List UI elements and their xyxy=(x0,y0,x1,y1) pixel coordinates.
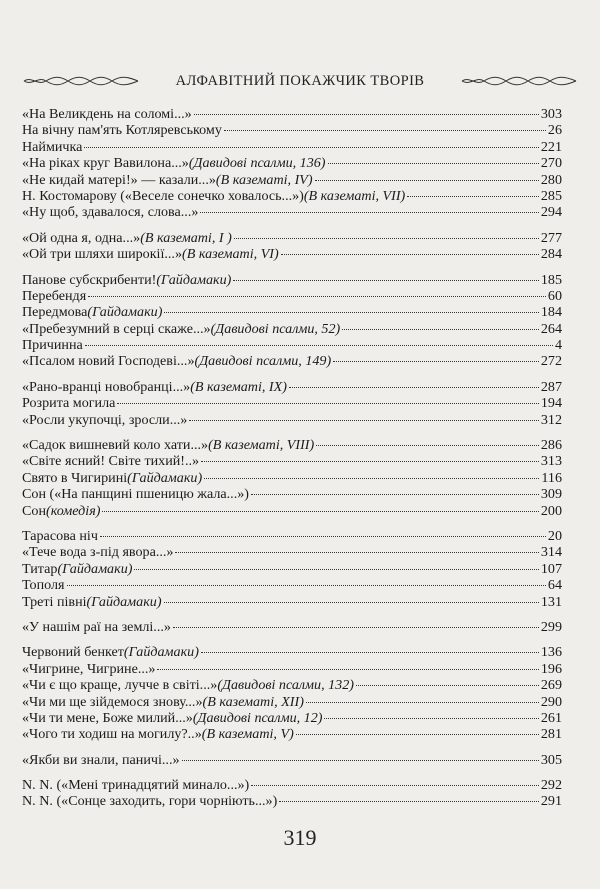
entry-title: «Чигрине, Чигрине...» xyxy=(22,660,156,677)
group-gap xyxy=(22,519,562,528)
group-gap xyxy=(22,263,562,272)
group-gap xyxy=(22,221,562,230)
index-entry xyxy=(22,503,562,519)
entry-page-number: 4 xyxy=(554,337,562,354)
entry-title: «У нашім раї на землі...» xyxy=(22,618,171,635)
index-entry xyxy=(22,204,562,220)
index-entry xyxy=(22,752,562,768)
index-entry xyxy=(22,412,562,428)
dot-leader xyxy=(234,238,539,239)
index-entry xyxy=(22,710,562,726)
dot-leader xyxy=(67,585,546,586)
entry-page-number: 131 xyxy=(540,593,562,610)
entry-source-note: (В казематі, XII) xyxy=(202,693,304,710)
dot-leader xyxy=(102,511,538,512)
index-entry xyxy=(22,395,562,411)
index-title: АЛФАВІТНИЙ ПОКАЖЧИК ТВОРІВ xyxy=(175,72,425,89)
index-entry xyxy=(22,188,562,204)
entry-page-number: 312 xyxy=(540,411,562,428)
index-entry xyxy=(22,139,562,155)
dot-leader xyxy=(251,494,539,495)
dot-leader xyxy=(201,461,539,462)
entry-title: Перебендя xyxy=(22,287,87,304)
entry-source-note: (В казематі, VI) xyxy=(182,246,279,263)
dot-leader xyxy=(356,685,539,686)
entry-title: «Ой три шляхи широкії...» xyxy=(22,246,182,263)
entry-page-number: 200 xyxy=(540,502,562,519)
entry-title: Тополя xyxy=(22,577,65,594)
entry-title: Червоний бенкет xyxy=(22,644,124,661)
entry-page-number: 299 xyxy=(540,618,562,635)
dot-leader xyxy=(342,329,539,330)
index-entry xyxy=(22,644,562,660)
index-entry xyxy=(22,528,562,544)
entry-source-note: (В казематі, VIII) xyxy=(208,437,315,454)
entry-source-note: (Давидові псалми, 149) xyxy=(194,353,332,370)
index-entry xyxy=(22,337,562,353)
index-entry xyxy=(22,321,562,337)
entry-page-number: 285 xyxy=(540,187,562,204)
entry-title: «Псалом новий Господеві...» xyxy=(22,353,195,370)
entry-title: N. N. («Сонце заходить, гори чорніють...») xyxy=(22,793,278,810)
left-ornament-icon xyxy=(22,75,140,87)
entry-page-number: 277 xyxy=(540,229,562,246)
group-gap xyxy=(22,635,562,644)
index-entry xyxy=(22,694,562,710)
entry-title: «Світе ясний! Світе тихий!..» xyxy=(22,453,200,470)
entry-title: Тарасова ніч xyxy=(22,527,98,544)
dot-leader xyxy=(194,114,539,115)
entry-title: «Чи є що краще, лучче в світі...» xyxy=(22,677,218,694)
index-entry xyxy=(22,122,562,138)
entry-page-number: 303 xyxy=(540,106,562,122)
entry-title: «Чого ти ходиш на могилу?..» xyxy=(22,726,202,743)
entry-source-note: (В казематі, IX) xyxy=(190,378,287,395)
dot-leader xyxy=(164,602,539,603)
group-gap xyxy=(22,768,562,777)
entry-title: Треті півні xyxy=(22,593,87,610)
index-entry xyxy=(22,561,562,577)
entry-title: «Пребезумний в серці скаже...» xyxy=(22,320,211,337)
index-entry xyxy=(22,288,562,304)
dot-leader xyxy=(306,702,539,703)
entry-title: На вічну пам'ять Котляревському xyxy=(22,122,222,139)
index-entries xyxy=(22,106,562,810)
entry-page-number: 221 xyxy=(540,138,562,155)
index-entry xyxy=(22,453,562,469)
entry-title: Титар xyxy=(22,560,58,577)
entry-page-number: 281 xyxy=(540,726,562,743)
dot-leader xyxy=(281,254,539,255)
index-entry xyxy=(22,230,562,246)
entry-source-note: (Давидові псалми, 52) xyxy=(210,320,341,337)
entry-page-number: 314 xyxy=(540,544,562,561)
index-entry xyxy=(22,726,562,742)
entry-page-number: 20 xyxy=(547,527,562,544)
entry-source-note: (Гайдамаки) xyxy=(86,593,162,610)
entry-title: Сон xyxy=(22,502,46,519)
entry-page-number: 136 xyxy=(540,644,562,661)
entry-source-note: (В казематі, IV) xyxy=(215,171,313,188)
entry-page-number: 185 xyxy=(540,271,562,288)
entry-title: «Ой одна я, одна...» xyxy=(22,229,141,246)
entry-page-number: 284 xyxy=(540,246,562,263)
dot-leader xyxy=(224,130,546,131)
dot-leader xyxy=(100,536,546,537)
entry-page-number: 294 xyxy=(540,204,562,221)
entry-title: «Не кидай матері!» — казали...» xyxy=(22,171,216,188)
entry-page-number: 184 xyxy=(540,304,562,321)
entry-title: «Якби ви знали, паничі...» xyxy=(22,751,180,768)
index-entry xyxy=(22,594,562,610)
index-entry xyxy=(22,379,562,395)
right-ornament-icon xyxy=(460,75,578,87)
index-entry xyxy=(22,155,562,171)
group-gap xyxy=(22,370,562,379)
dot-leader xyxy=(134,569,538,570)
entry-title: «Ну щоб, здавалося, слова...» xyxy=(22,204,199,221)
entry-title: Розрита могила xyxy=(22,395,116,412)
entry-title: Свято в Чигирині xyxy=(22,469,128,486)
entry-source-note: (Давидові псалми, 12) xyxy=(192,709,323,726)
dot-leader xyxy=(296,734,539,735)
entry-source-note: (Гайдамаки) xyxy=(57,560,133,577)
index-entry xyxy=(22,486,562,502)
entry-page-number: 26 xyxy=(547,122,562,139)
dot-leader xyxy=(251,785,539,786)
entry-title: Сон («На панщині пшеницю жала...») xyxy=(22,486,249,503)
index-entry xyxy=(22,677,562,693)
running-header xyxy=(22,73,578,89)
entry-source-note: (Гайдамаки) xyxy=(123,644,199,661)
dot-leader xyxy=(85,345,553,346)
page-number: 319 xyxy=(283,825,317,850)
dot-leader xyxy=(117,403,538,404)
index-entry xyxy=(22,304,562,320)
entry-page-number: 309 xyxy=(540,486,562,503)
entry-title: Н. Костомарову («Веселе сонечко ховалось...») xyxy=(22,187,304,204)
index-entry xyxy=(22,246,562,262)
entry-page-number: 286 xyxy=(540,437,562,454)
index-entry xyxy=(22,577,562,593)
dot-leader xyxy=(333,361,539,362)
entry-title: «Чи ти мене, Боже милий...» xyxy=(22,709,193,726)
dot-leader xyxy=(189,420,539,421)
entry-page-number: 272 xyxy=(540,353,562,370)
dot-leader xyxy=(324,718,538,719)
dot-leader xyxy=(200,212,538,213)
entry-title: «Тече вода з-під явора...» xyxy=(22,544,174,561)
dot-leader xyxy=(84,147,538,148)
index-entry xyxy=(22,172,562,188)
entry-page-number: 196 xyxy=(540,660,562,677)
entry-title: Причинна xyxy=(22,337,83,354)
entry-page-number: 305 xyxy=(540,751,562,768)
entry-page-number: 269 xyxy=(540,677,562,694)
entry-title: N. N. («Мені тринадцятий минало...») xyxy=(22,777,250,794)
entry-source-note: (Гайдамаки) xyxy=(87,304,163,321)
dot-leader xyxy=(88,296,546,297)
index-entry xyxy=(22,353,562,369)
dot-leader xyxy=(175,552,538,553)
entry-page-number: 291 xyxy=(540,793,562,810)
dot-leader xyxy=(328,163,539,164)
entry-title: Передмова xyxy=(22,304,88,321)
dot-leader xyxy=(279,801,539,802)
entry-source-note: (Давидові псалми, 136) xyxy=(188,155,326,172)
dot-leader xyxy=(182,760,539,761)
index-entry xyxy=(22,777,562,793)
index-entry xyxy=(22,470,562,486)
index-entry xyxy=(22,619,562,635)
entry-page-number: 60 xyxy=(547,287,562,304)
entry-source-note: (В казематі, V) xyxy=(201,726,294,743)
entry-source-note: (Гайдамаки) xyxy=(127,469,203,486)
entry-page-number: 107 xyxy=(540,560,562,577)
group-gap xyxy=(22,610,562,619)
dot-leader xyxy=(201,652,539,653)
entry-title: «Садок вишневий коло хати...» xyxy=(22,437,209,454)
dot-leader xyxy=(173,627,539,628)
entry-page-number: 194 xyxy=(540,395,562,412)
index-entry xyxy=(22,106,562,122)
entry-title: «Рано-вранці новобранці...» xyxy=(22,378,191,395)
dot-leader xyxy=(233,280,538,281)
entry-source-note: (В казематі, I ) xyxy=(140,229,232,246)
entry-page-number: 116 xyxy=(541,469,562,486)
entry-title: Панове субскрибенти! xyxy=(22,271,157,288)
entry-title: «На Великдень на соломі...» xyxy=(22,106,192,122)
group-gap xyxy=(22,743,562,752)
dot-leader xyxy=(315,180,539,181)
entry-page-number: 292 xyxy=(540,777,562,794)
entry-page-number: 287 xyxy=(540,378,562,395)
dot-leader xyxy=(407,196,539,197)
index-entry xyxy=(22,793,562,809)
dot-leader xyxy=(289,387,539,388)
entry-title: «Чи ми ще зійдемося знову...» xyxy=(22,693,203,710)
entry-source-note: (Гайдамаки) xyxy=(156,271,232,288)
entry-source-note: (В казематі, VII) xyxy=(303,187,406,204)
entry-page-number: 261 xyxy=(540,709,562,726)
index-entry xyxy=(22,272,562,288)
dot-leader xyxy=(164,312,538,313)
entry-page-number: 290 xyxy=(540,693,562,710)
book-page xyxy=(22,60,578,860)
group-gap xyxy=(22,428,562,437)
entry-title: «На ріках круг Вавилона...» xyxy=(22,155,189,172)
entry-source-note: (комедія) xyxy=(46,502,101,519)
entry-page-number: 270 xyxy=(540,155,562,172)
dot-leader xyxy=(204,478,539,479)
dot-leader xyxy=(157,669,538,670)
index-entry xyxy=(22,544,562,560)
entry-page-number: 264 xyxy=(540,320,562,337)
index-entry xyxy=(22,437,562,453)
entry-page-number: 64 xyxy=(547,577,562,594)
dot-leader xyxy=(316,445,539,446)
entry-page-number: 280 xyxy=(540,171,562,188)
entry-page-number: 313 xyxy=(540,453,562,470)
entry-title: Наймичка xyxy=(22,138,83,155)
index-entry xyxy=(22,661,562,677)
entry-title: «Росли укупочці, зросли...» xyxy=(22,411,188,428)
entry-source-note: (Давидові псалми, 132) xyxy=(217,677,354,694)
